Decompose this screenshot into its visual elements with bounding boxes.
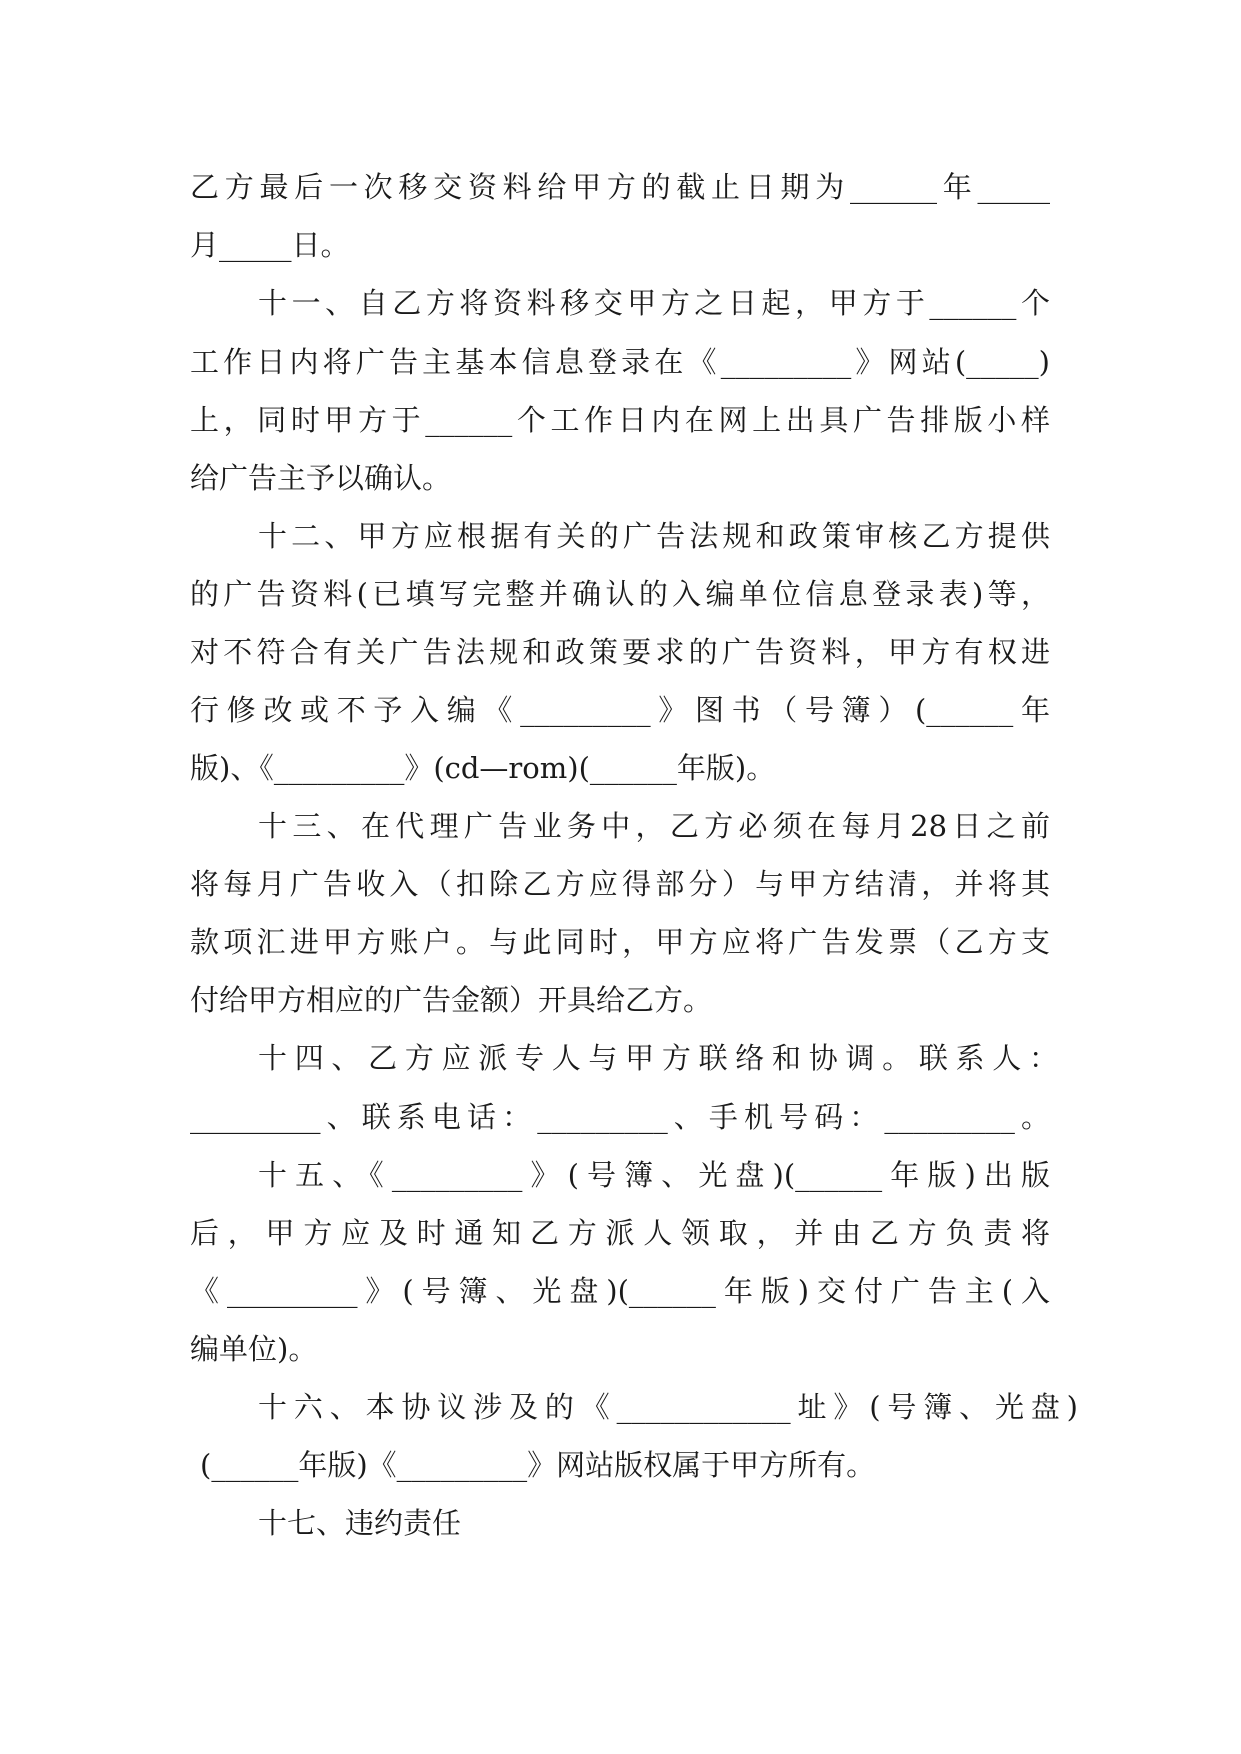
text-line: 行修改或不予入编《_________》图书（号簿）(______年 (190, 693, 1050, 727)
clause-17-heading: 十七、违约责任 (258, 1506, 462, 1540)
clause-14-heading: 十四、乙方应派专人与甲方联络和协调。联系人： (258, 1041, 1058, 1075)
clause-15-heading: 十五、《_________》(号簿、光盘)(______年版)出版 (258, 1158, 1050, 1192)
text-line: 版)、《_________》(cd—rom)(______年版)。 (190, 751, 776, 785)
text-line: 编单位)。 (190, 1332, 318, 1366)
text-line: 的广告资料(已填写完整并确认的入编单位信息登录表)等， (190, 577, 1050, 611)
text-line: 付给甲方相应的广告金额）开具给乙方。 (190, 983, 713, 1017)
text-line: 对不符合有关广告法规和政策要求的广告资料，甲方有权进 (190, 635, 1050, 669)
text-line: 《_________》(号簿、光盘)(______年版)交付广告主(入 (190, 1274, 1050, 1308)
text-line: 将每月广告收入（扣除乙方应得部分）与甲方结清，并将其 (190, 867, 1050, 901)
text-line: 后，甲方应及时通知乙方派人领取，并由乙方负责将 (190, 1216, 1050, 1250)
clause-13-heading: 十三、在代理广告业务中，乙方必须在每月28日之前 (258, 809, 1050, 843)
text-line: 给广告主予以确认。 (190, 461, 452, 495)
text-line: (______年版)《_________》网站版权属于甲方所有。 (200, 1448, 876, 1482)
clause-11-heading: 十一、自乙方将资料移交甲方之日起，甲方于______个 (258, 286, 1050, 320)
text-line: _________、联系电话：_________、手机号码：_________。 (190, 1100, 1050, 1134)
text-line: 上，同时甲方于______个工作日内在网上出具广告排版小样 (190, 403, 1050, 437)
text-line: 月_____日。 (190, 228, 350, 262)
clause-16-heading: 十六、本协议涉及的《____________址》(号簿、光盘) (258, 1390, 1078, 1424)
text-line: 款项汇进甲方账户。与此同时，甲方应将广告发票（乙方支 (190, 925, 1050, 959)
text-line: 乙方最后一次移交资料给甲方的截止日期为______年_____ (190, 170, 1050, 204)
clause-12-heading: 十二、甲方应根据有关的广告法规和政策审核乙方提供 (258, 519, 1050, 553)
text-line: 工作日内将广告主基本信息登录在《_________》网站(_____) (190, 345, 1050, 379)
